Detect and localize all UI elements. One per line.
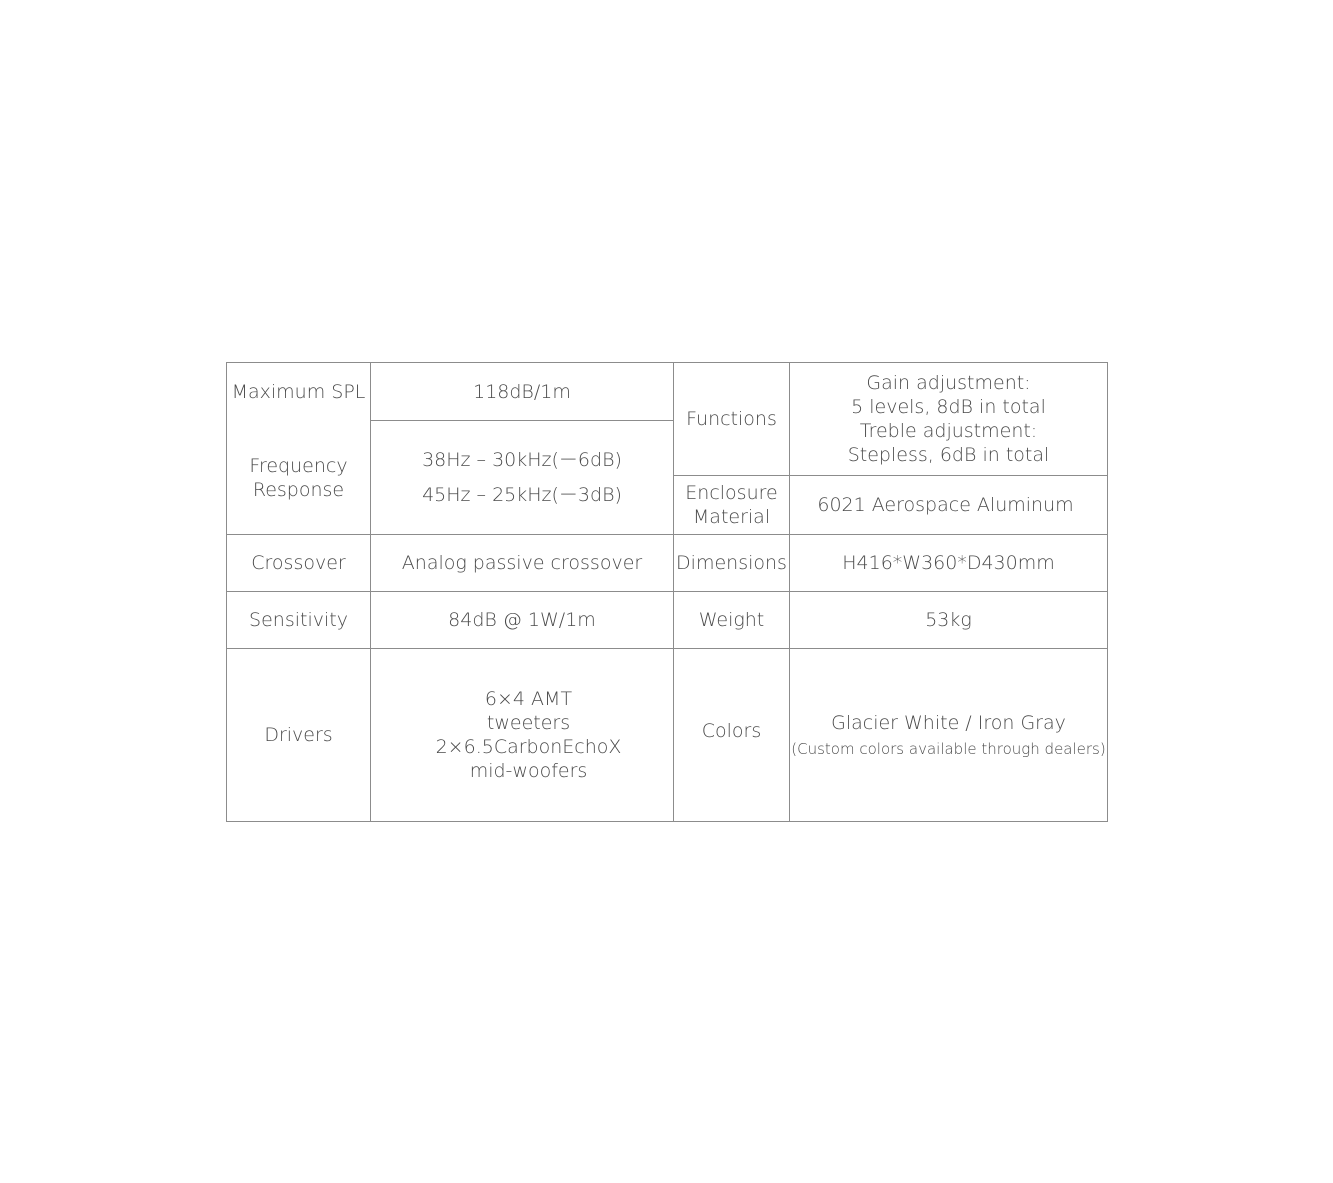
crossover-value-text: Analog passive crossover <box>401 552 643 574</box>
drivers-value-line: tweeters <box>486 712 571 734</box>
drivers-label <box>227 649 370 821</box>
spec-table <box>226 362 1108 822</box>
functions-value-line: Gain adjustment: <box>866 372 1031 394</box>
frequency-response-label-line: Response <box>252 478 345 501</box>
functions-label-text: Functions <box>686 408 777 430</box>
frequency-response-value <box>371 421 673 534</box>
drivers-label-text: Drivers <box>264 724 333 746</box>
frequency-response-label <box>227 421 370 534</box>
frequency-response-value-line: 45Hz – 25kHz(－3dB) <box>422 484 622 506</box>
enclosure-label-line: Material <box>692 506 771 528</box>
colors-value <box>790 649 1107 821</box>
drivers-value-line: mid-woofers <box>469 760 588 782</box>
frequency-response-label-line: Frequency <box>249 454 348 477</box>
sensitivity-value-text: 84dB @ 1W/1m <box>448 609 596 631</box>
colors-note: (Custom colors available through dealers) <box>791 740 1106 758</box>
weight-value <box>790 592 1107 648</box>
dimensions-value <box>790 535 1107 591</box>
enclosure-label-line: Enclosure <box>685 482 778 504</box>
dimensions-value-text: H416*W360*D430mm <box>842 552 1055 574</box>
max-spl-label-text: Maximum SPL <box>231 380 366 403</box>
functions-value-line: Treble adjustment: <box>859 420 1038 442</box>
enclosure-value <box>790 476 1101 534</box>
sensitivity-label-text: Sensitivity <box>249 609 348 631</box>
sensitivity-value <box>371 592 673 648</box>
colors-label <box>674 649 789 813</box>
enclosure-label <box>674 476 789 534</box>
dimensions-label-text: Dimensions <box>676 552 787 574</box>
dimensions-label <box>674 535 789 591</box>
drivers-value-line: 6×4 AMT <box>484 688 573 710</box>
functions-value-line: 5 levels, 8dB in total <box>851 396 1046 418</box>
crossover-label-text: Crossover <box>251 552 346 574</box>
max-spl-value-text: 118dB/1m <box>473 380 571 403</box>
functions-label <box>674 363 789 475</box>
crossover-value <box>371 535 673 591</box>
crossover-label <box>227 535 370 591</box>
functions-value-line: Stepless, 6dB in total <box>847 444 1050 466</box>
sensitivity-label <box>227 592 370 648</box>
enclosure-value-text: 6021 Aerospace Aluminum <box>817 494 1074 516</box>
frequency-response-value-line: 38Hz – 30kHz(－6dB) <box>422 449 622 471</box>
weight-value-text: 53kg <box>925 609 972 631</box>
drivers-value <box>391 649 666 821</box>
max-spl-value <box>371 363 673 420</box>
colors-label-text: Colors <box>701 720 762 742</box>
drivers-value-line: 2×6.5CarbonEchoX <box>435 736 622 758</box>
max-spl-label <box>227 363 370 420</box>
functions-value <box>790 363 1107 475</box>
colors-value-text: Glacier White / Iron Gray <box>831 712 1066 734</box>
weight-label-text: Weight <box>698 609 765 631</box>
weight-label <box>674 592 789 648</box>
